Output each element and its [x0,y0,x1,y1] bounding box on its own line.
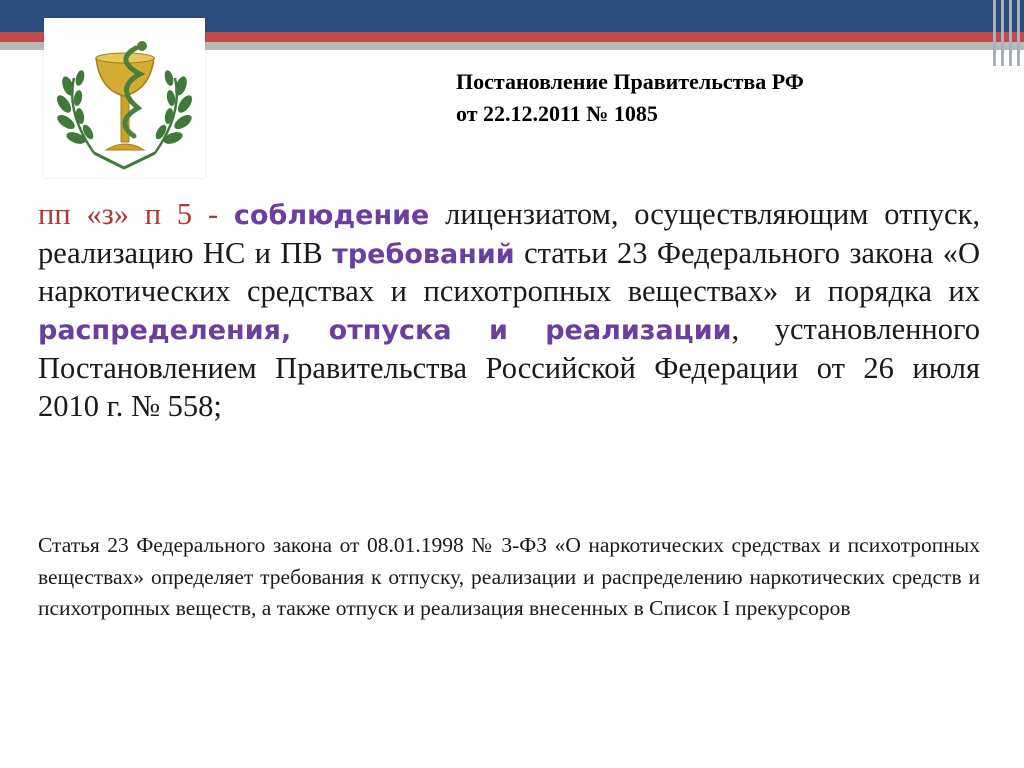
document-reference-line2: от 22.12.2011 № 1085 [456,101,658,126]
main-text-part3: установленного Постановлением Правительства Российской Федерации от 26 июля 2010 г. № 558; [38,312,981,423]
main-text-comma: , [731,312,740,347]
clause-prefix: пп «з» п 5 - [38,197,219,231]
highlight-requirements: требований [332,238,515,270]
highlight-compliance: соблюдение [233,200,430,231]
main-text-part1: лицензиатом, осуществляющим отпуск, реализацию НС и ПВ [38,197,981,270]
bowl-of-hygieia-emblem-icon [44,18,205,178]
main-paragraph [38,196,980,425]
secondary-paragraph: Статья 23 Федерального закона от 08.01.1998 № 3-ФЗ «О наркотических средствах и психотропных веществах» определяет требования к отпуску, реализации и распределению наркотических средств и психотропных веществ, а также отпуск и реализация внесенных в Список I прекурсоров [38,533,980,620]
document-reference-line1: Постановление Правительства РФ [456,69,804,94]
document-reference [456,66,976,130]
main-text-part2: статьи 23 Федерального закона «О наркотических средствах и психотропных веществах» и порядка их [38,235,980,309]
corner-vertical-stripes [990,0,1024,66]
logo [44,18,205,178]
highlight-distribution: распределения, отпуска и реализации [38,315,732,347]
